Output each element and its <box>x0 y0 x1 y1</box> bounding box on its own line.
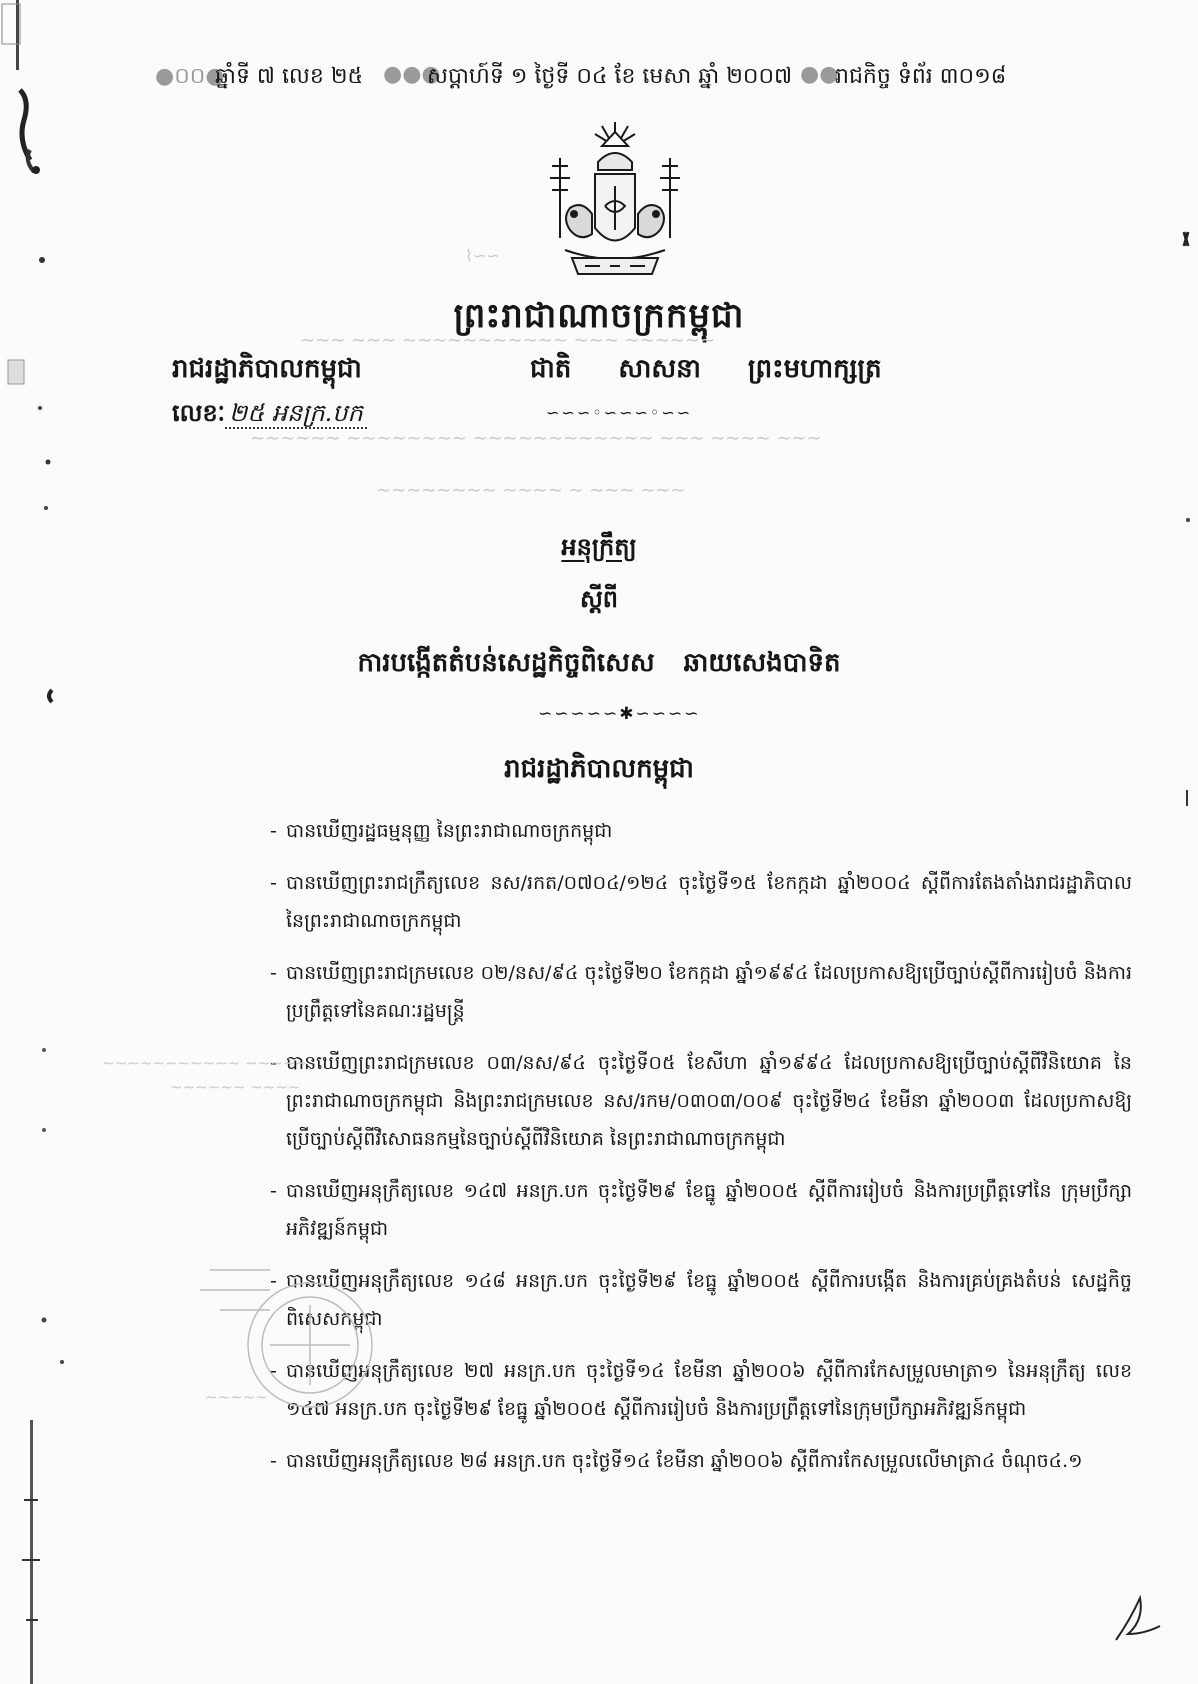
faded-header-fragment: ●●● <box>383 62 441 87</box>
faded-header-fragment: ●០០● <box>155 64 225 89</box>
ghost-show-through: ∼∼∼∼∼ <box>205 1388 268 1406</box>
motto-king: ព្រះមហាក្សត្រ <box>747 354 882 384</box>
motto-nation: ជាតិ <box>530 354 572 384</box>
preamble-clause: - បានឃើញព្រះរាជក្រមលេខ ០៣/នស/៩៤ ចុះថ្ងៃទី០៥ ខែសីហា ឆ្នាំ១៩៩៤ ដែលប្រកាសឱ្យប្រើច្បាប់ស្តីពីវិនិយោគ នៃព្រះរាជាណាចក្រកម្ពុជា និងព្រះរាជក្រមលេខ នស/រកម/០៣០៣/០០៩ ចុះថ្ងៃទី២៤ ខែមីនា ឆ្នាំ២០០៣ ដែលប្រកាសឱ្យប្រើច្បាប់ស្តីពីវិសោធនកម្មនៃច្បាប់ស្តីពីវិនិយោគ នៃព្រះរាជាណាចក្រកម្ពុជា <box>270 1044 1132 1158</box>
preamble-clause: - បានឃើញអនុក្រឹត្យលេខ ២៨ អនក្រ.បក ចុះថ្ងៃទី១៤ ខែមីនា ឆ្នាំ២០០៦ ស្តីពីការកែសម្រួលលើមាត្រា៤ ចំណុច៤.១ <box>270 1442 1132 1480</box>
scan-edge-right <box>1158 0 1198 1684</box>
ghost-show-through: ∼∼∼∼∼∼∼∼ ∼∼∼∼ ∼ ∼∼∼ ∼∼∼ <box>376 480 686 501</box>
faded-header-fragment: ●● <box>800 62 839 87</box>
number-label: លេខៈ <box>172 398 226 427</box>
government-name: រាជរដ្ឋាភិបាលកម្ពុជា <box>172 354 362 384</box>
royal-coat-of-arms-icon <box>540 118 690 288</box>
number-value: ២៥ អនក្រ.បក <box>225 399 367 429</box>
issuer-title: រាជរដ្ឋាភិបាលកម្ពុជា <box>504 754 694 784</box>
document-subject <box>0 646 1198 684</box>
preamble-clause: - បានឃើញអនុក្រឹត្យលេខ ១៤៨ អនក្រ.បក ចុះថ្ងៃទី២៩ ខែធ្នូ ឆ្នាំ២០០៥ ស្តីពីការបង្កើត និងការគ្រប់គ្រងតំបន់ សេដ្ឋកិច្ចពិសេសកម្ពុជា <box>270 1262 1132 1338</box>
preamble-clause: - បានឃើញព្រះរាជក្រឹត្យលេខ នស/រកត/០៧០៤/១២៤ ចុះថ្ងៃទី១៥ ខែកក្កដា ឆ្នាំ២០០៤ ស្តីពីការតែងតាំងរាជរដ្ឋាភិបាល នៃព្រះរាជាណាចក្រកម្ពុជា <box>270 864 1132 940</box>
motto-ornament-icon: ∽∽∽◦∽∽∽◦∽∽ <box>546 403 693 422</box>
preamble-clause: - បានឃើញព្រះរាជក្រមលេខ ០២/នស/៩៤ ចុះថ្ងៃទី២០ ខែកក្កដា ឆ្នាំ១៩៩៤ ដែលប្រកាសឱ្យប្រើច្បាប់ស្តីពីការរៀបចំ និងការប្រព្រឹត្តទៅនៃគណៈរដ្ឋមន្ត្រី <box>270 954 1132 1030</box>
section-divider-icon: ∽∽∽∽∽✱∽∽∽∽ <box>538 704 701 724</box>
scan-edge-artifacts <box>0 0 70 1684</box>
year-issue: ឆ្នាំទី ៧ លេខ ២៥ <box>215 64 364 89</box>
kingdom-title: ព្រះរាជាណាចក្រកម្ពុជា <box>453 296 745 336</box>
ghost-stamp-fragment: ⌇∽∽ <box>465 246 500 265</box>
document-type-title <box>0 532 1198 567</box>
ghost-show-through: ∼∼∼∼∼∼ ∼∼∼∼∼∼∼∼ ∼∼∼∼∼∼∼∼∼∼∼∼ ∼∼∼ ∼∼∼∼ ∼∼∼ <box>250 428 822 449</box>
document-type-label: អនុក្រឹត្យ <box>561 532 637 561</box>
motto-religion: សាសនា <box>618 354 701 384</box>
preamble-clause: - បានឃើញអនុក្រឹត្យលេខ ១៤៧ អនក្រ.បក ចុះថ្ងៃទី២៩ ខែធ្នូ ឆ្នាំ២០០៥ ស្តីពីការរៀបចំ និងការប្រព្រឹត្តទៅនៃ ក្រុមប្រឹក្សាអភិវឌ្ឍន៍កម្ពុជា <box>270 1172 1132 1248</box>
week-date: សប្តាហ៍ទី ១ ថ្ងៃទី ០៤ ខែ មេសា ឆ្នាំ ២០០៧ <box>427 64 793 89</box>
subject-main: ការបង្កើតតំបន់សេដ្ឋកិច្ចពិសេស <box>357 648 655 678</box>
ghost-show-through: ∼∼∼∼∼∼ ∼∼∼∼ <box>170 1078 301 1096</box>
preamble-clause: - បានឃើញអនុក្រឹត្យលេខ ២៧ អនក្រ.បក ចុះថ្ងៃទី១៤ ខែមីនា ឆ្នាំ២០០៦ ស្តីពីការកែសម្រួលមាត្រា១ នៃអនុក្រឹត្យ លេខ ១៤៧ អនក្រ.បក ចុះថ្ងៃទី២៩ ខែធ្នូ ឆ្នាំ២០០៥ ស្តីពីការរៀបចំ និងការប្រព្រឹត្តទៅនៃក្រុមប្រឹក្សាអភិវឌ្ឍន៍កម្ពុជា <box>270 1352 1132 1428</box>
preamble-clauses <box>270 812 1132 1494</box>
gazette-header <box>155 62 1145 94</box>
gazette-page-number: រាជកិច្ច ទំព័រ ៣០១៨ <box>835 64 1007 89</box>
ghost-show-through: ∼∼∼ ∼∼∼ ∼∼∼∼∼∼∼∼∼∼∼ ∼∼∼ ∼∼∼∼∼∼ <box>300 330 716 351</box>
handwritten-initial-mark <box>1110 1590 1170 1650</box>
preamble-clause: - បានឃើញរដ្ឋធម្មនុញ្ញ នៃព្រះរាជាណាចក្រកម្ពុជា <box>270 812 1132 850</box>
about-label: ស្តីពី <box>579 584 619 613</box>
ghost-show-through: ∼∼∼∼∼∼∼∼∼∼∼ ∼∼∼∼∼ <box>102 1054 308 1072</box>
subject-name: ឆាយសេងបាទិត <box>683 648 841 678</box>
national-motto <box>530 352 920 390</box>
